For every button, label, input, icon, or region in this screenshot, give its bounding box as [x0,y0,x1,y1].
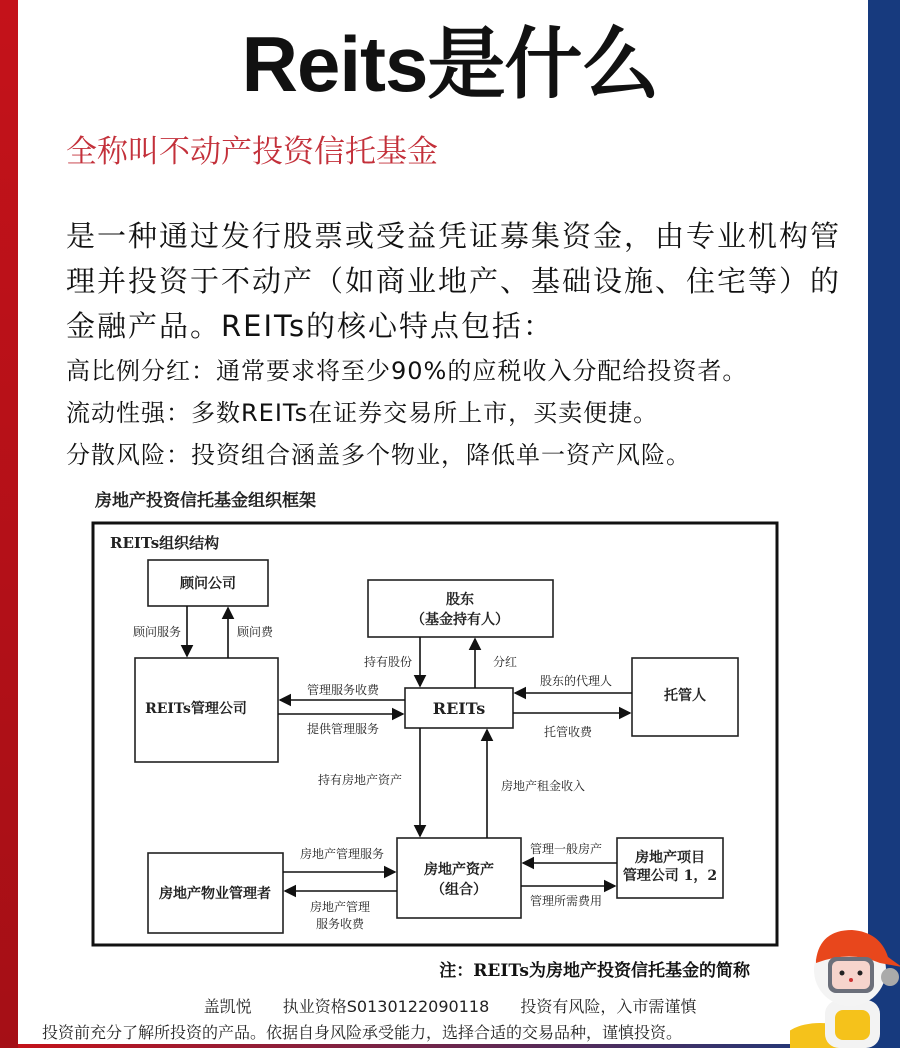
page-title: Reits是什么 [241,20,659,108]
risk-warning: 投资有风险，入市需谨慎 [520,997,697,1016]
node-shareholder [368,580,553,637]
edge-agent: 股东的代理人 [539,674,613,688]
node-assets [397,838,521,918]
advisor-name: 盖凯悦 [203,997,252,1016]
edge-re-mgmt-fee: 房地产管理 [309,900,371,914]
edge-advisory-service: 顾问服务 [132,625,182,639]
edge-provide-mgmt: 提供管理服务 [306,722,380,736]
diagram-box-title: REITs组织结构 [110,534,220,552]
description: 是一种通过发行股票或受益凭证募集资金，由专业机构管理并投资于不动产（如商业地产、基础设施、住宅等）的金融产品。REITs的核心特点包括： [66,219,842,343]
label-assets: 房地产资产 [424,862,494,878]
label-property-manager: 房地产物业管理者 [159,886,271,902]
edge-hold-shares: 持有股份 [363,655,413,669]
point-dividend: 高比例分红：通常要求将至少90%的应税收入分配给投资者。 [66,357,748,385]
label-reits: REITs [432,699,486,718]
edge-mgmt-cost: 管理所需费用 [529,894,603,908]
edge-hold-assets: 持有房地产资产 [317,773,403,787]
point-diversification: 分散风险：投资组合涵盖多个物业，降低单一资产风险。 [66,441,691,469]
label-assets-portfolio: （组合） [431,882,487,898]
label-shareholder: 股东 [446,592,474,608]
edge-advisory-fee: 顾问费 [236,625,274,639]
label-custodian: 托管人 [664,688,706,704]
subtitle: 全称叫不动产投资信托基金 [66,134,438,170]
edge-re-mgmt-fee-2: 服务收费 [315,917,365,931]
label-project: 房地产项目 [635,850,705,866]
diagram-note: 注：REITs为房地产投资信托基金的简称 [439,961,750,981]
diagram-heading: 房地产投资信托基金组织框架 [95,491,316,511]
edge-custody-fee: 托管收费 [543,725,593,739]
point-liquidity: 流动性强：多数REITs在证券交易所上市，买卖便捷。 [66,399,659,427]
edge-rent-income: 房地产租金收入 [500,779,586,793]
disclaimer: 投资前充分了解所投资的产品。依据自身风险承受能力，选择合适的交易品种，谨慎投资。 [42,1023,683,1042]
edge-dividend: 分红 [492,655,518,669]
license-number: 执业资格S0130122090118 [282,997,490,1016]
edge-mgmt-fee: 管理服务收费 [306,683,380,697]
edge-manage-general: 管理一般房产 [529,842,603,856]
astronaut-mascot-icon [790,905,900,1048]
label-project-company: 管理公司 1，2 [622,868,718,884]
label-manager: REITs管理公司 [145,701,247,717]
label-fund-holder: （基金持有人） [411,612,509,628]
label-advisor: 顾问公司 [180,576,236,592]
footer-info [0,994,900,1017]
edge-re-mgmt-service: 房地产管理服务 [299,847,385,861]
